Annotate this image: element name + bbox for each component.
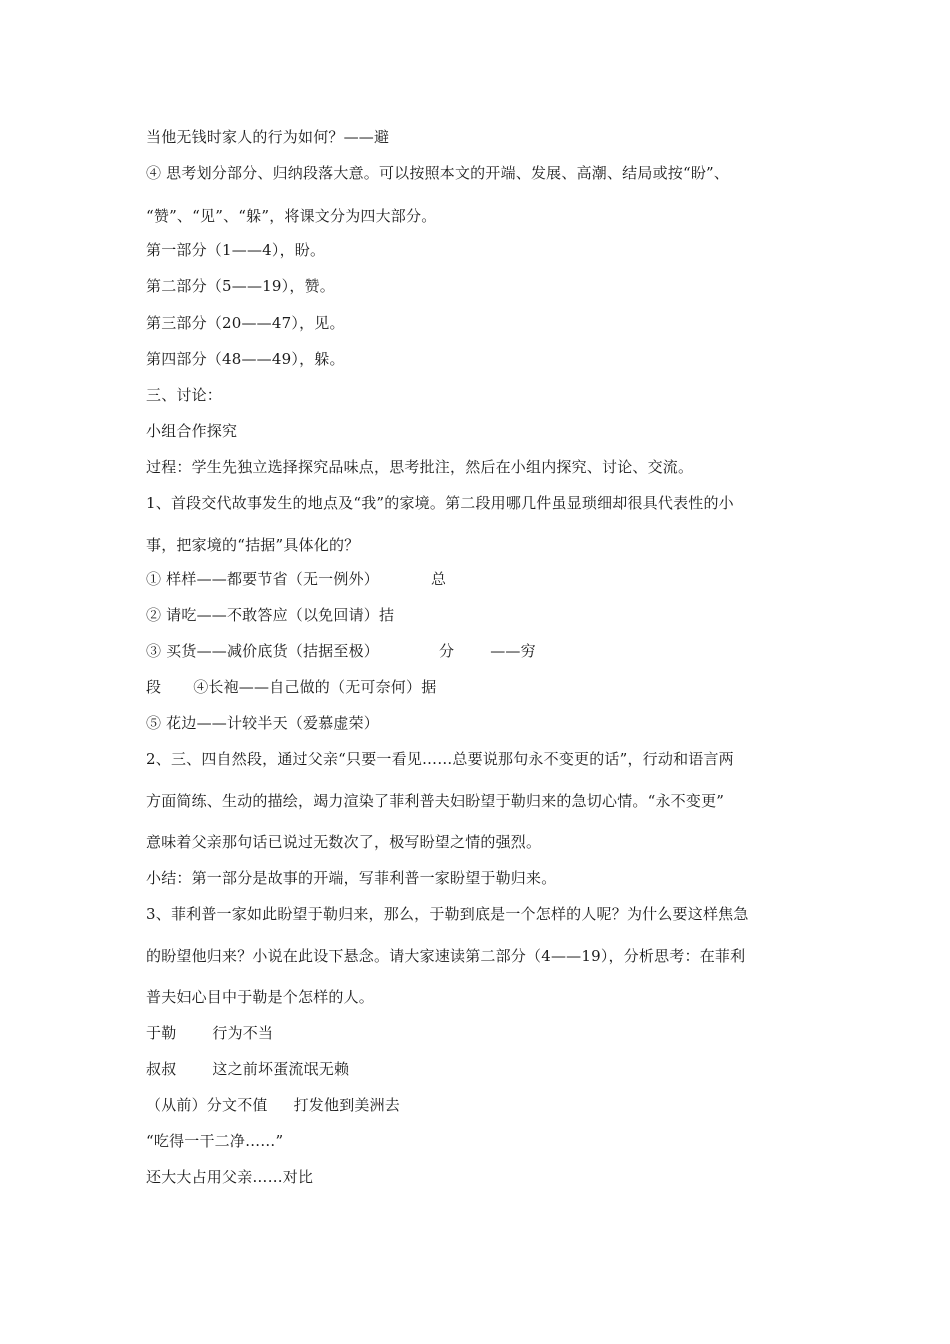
text-line: 普夫妇心目中于勒是个怎样的人。 (146, 988, 375, 1006)
table-cell: 这之前坏蛋流氓无赖 (212, 1060, 350, 1078)
table-cell: 叔叔 (146, 1060, 177, 1078)
text-line: 方面简练、生动的描绘，竭力渲染了菲利普夫妇盼望于勒归来的急切心情。“永不变更” (146, 792, 725, 810)
item-text: ② 请吃——不敢答应（以免回请）拮 (146, 606, 395, 624)
list-item (146, 605, 394, 625)
list-item (146, 641, 536, 661)
list-item (146, 677, 436, 697)
item-mark: 分 (438, 642, 455, 660)
text-line: 小组合作探究 (146, 422, 238, 440)
item-text: ① 样样——都要节省（无一例外） (146, 570, 379, 588)
section-heading: 三、讨论： (146, 386, 223, 404)
item-text: ⑤ 花边——计较半天（爱慕虚荣） (146, 714, 379, 732)
table-cell: 于勒 (146, 1024, 177, 1042)
text-line: 1、首段交代故事发生的地点及“我”的家境。第二段用哪几件虽显琐细却很具代表性的小 (146, 494, 734, 512)
text-line: 的盼望他归来？小说在此设下悬念。请大家速读第二部分（4——19），分析思考：在菲利 (146, 947, 746, 965)
table-row (146, 1023, 273, 1043)
text-line: 第四部分（48——49），躲。 (146, 350, 345, 368)
text-line: 第一部分（1——4），盼。 (146, 241, 326, 259)
item-mark: 总 (430, 570, 447, 588)
item-mark: ——穷 (490, 642, 536, 660)
text-line: 还大大占用父亲……对比 (146, 1168, 314, 1186)
text-line: 第二部分（5——19），赞。 (146, 277, 335, 295)
text-line: 第三部分（20——47），见。 (146, 314, 345, 332)
text-line: 小结：第一部分是故事的开端，写菲利普一家盼望于勒归来。 (146, 869, 557, 887)
text-line: “赞”、“见”、“躲”，将课文分为四大部分。 (146, 207, 437, 225)
item-text: ④长袍——自己做的（无可奈何）据 (193, 678, 437, 696)
text-line: 当他无钱时家人的行为如何？——避 (146, 128, 390, 146)
item-text: ③ 买货——减价底货（拮据至极） (146, 642, 379, 660)
text-line: 过程：学生先独立选择探究品味点，思考批注，然后在小组内探究、讨论、交流。 (146, 458, 694, 476)
text-line: “吃得一干二净……” (146, 1132, 284, 1150)
text-line: 意味着父亲那句话已说过无数次了，极写盼望之情的强烈。 (146, 833, 542, 851)
table-row (146, 1095, 400, 1115)
text-line: ④ 思考划分部分、归纳段落大意。可以按照本文的开端、发展、高潮、结局或按“盼”、 (146, 164, 730, 182)
item-mark: 段 (146, 678, 162, 696)
table-cell: 行为不当 (212, 1024, 274, 1042)
list-item (146, 713, 379, 733)
table-row (146, 1059, 349, 1079)
text-line: 2、三、四自然段，通过父亲“只要一看见……总要说那句永不变更的话”，行动和语言两 (146, 750, 734, 768)
text-line: 3、菲利普一家如此盼望于勒归来，那么，于勒到底是一个怎样的人呢？为什么要这样焦急 (146, 905, 749, 923)
table-cell: （从前）分文不值 (146, 1096, 268, 1114)
list-item (146, 569, 446, 589)
table-cell: 打发他到美洲去 (293, 1096, 401, 1114)
text-line: 事，把家境的“拮据”具体化的？ (146, 536, 360, 554)
